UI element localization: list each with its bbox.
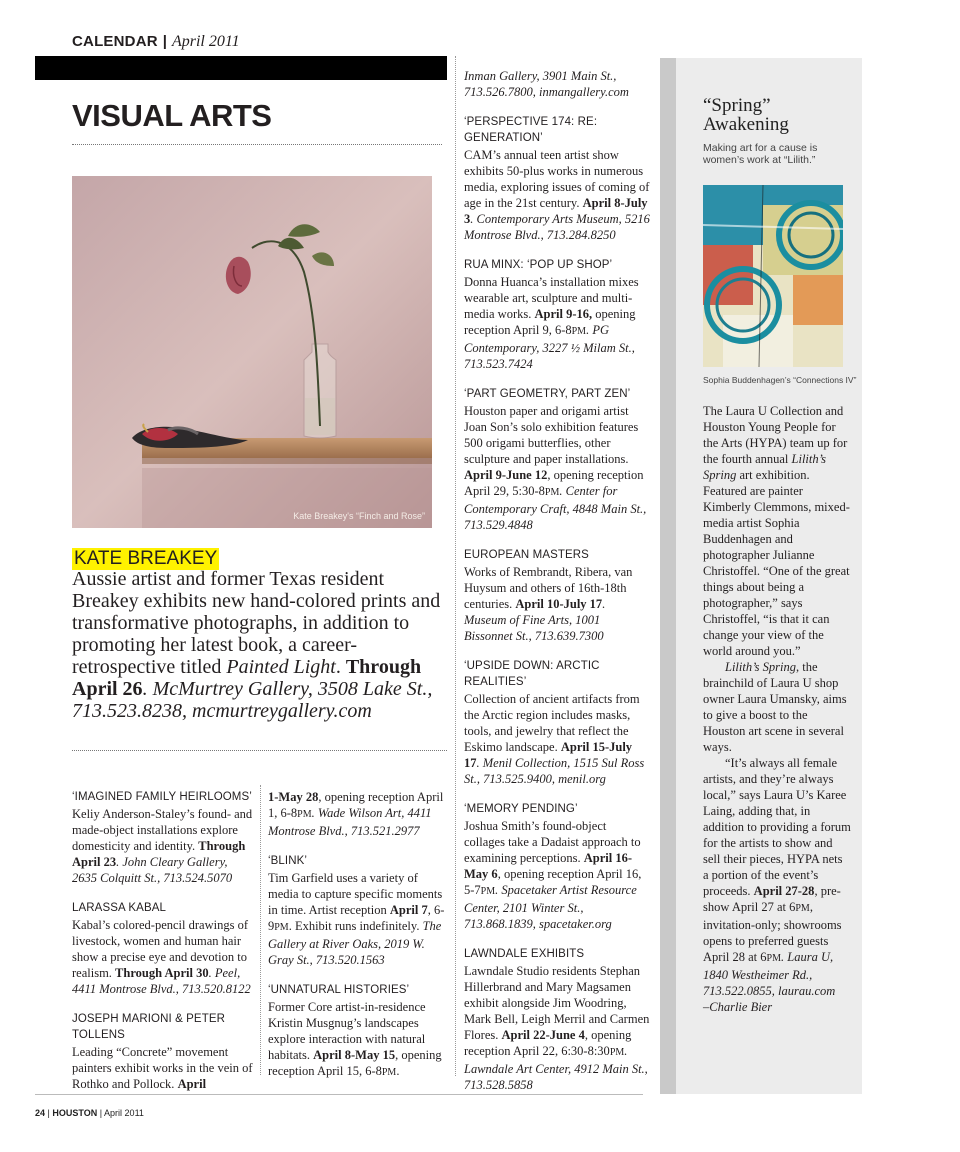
listing-pm: PM (381, 1067, 397, 1078)
listing-text: Joshua Smith’s found-object collages take a Dadaist approach to examining perceptions. (464, 819, 641, 865)
event-name: Lilith’s Spring (725, 660, 796, 674)
page-number: 24 (35, 1108, 46, 1118)
feature-heading: KATE BREAKEY (74, 548, 218, 569)
sidebar-pm: PM (766, 953, 781, 964)
page-title: VISUAL ARTS (72, 98, 272, 133)
listing-text: Works of Rembrandt, Ribera, van Huysum and others of 16th-18th centuries. (464, 565, 633, 611)
listing-item (72, 900, 254, 997)
listing-pm: PM (571, 326, 587, 337)
sidebar-text: , the brainchild of Laura U shop owner Laura Umansky, aims to give a boost to the Houston art scene in several ways. (703, 660, 847, 754)
feature-dates: Through April 26 (72, 656, 422, 700)
feature-photo (72, 176, 432, 528)
header-bar (35, 56, 447, 80)
listings-col-2 (268, 789, 450, 1095)
listing-text: , opening reception April 1, 6-8 (268, 790, 444, 820)
listing-text: , opening reception April 16, 5-7 (464, 867, 642, 897)
listing-text: Kabal’s colored-pencil drawings of livestock, women and human hair show a precise eye and devotion to realism. (72, 918, 248, 980)
magazine-name: HOUSTON (52, 1108, 98, 1118)
feature-body (72, 568, 452, 722)
listing-dates: April 8-May 15 (313, 1048, 396, 1062)
sidebar-byline-p (703, 999, 851, 1015)
listing-dates: April 9-16, (534, 307, 593, 321)
listing-heading: ‘MEMORY PENDING’ (464, 803, 578, 815)
listing-dates: April 16-May 6 (464, 851, 633, 881)
sidebar-text: The Laura U Collection and Houston Young People for the Arts (HYPA) team up for the fourth annual (703, 404, 848, 466)
listing-pm: PM (544, 487, 560, 498)
sidebar-pm: PM (795, 903, 810, 914)
folio: 24 | HOUSTON | April 2011 (35, 1108, 144, 1118)
listings-col-3 (464, 68, 650, 1107)
listing-venue: . Wade Wilson Art, 4411 Montrose Blvd., 713.521.2977 (268, 806, 432, 838)
divider-mid (72, 750, 447, 751)
listing-text: Collection of ancient artifacts from the Arctic region includes masks, tools, and jewelry that reflect the Eskimo landscape. (464, 692, 640, 754)
listing-venue: The Gallery at River Oaks, 2019 W. Gray St., 713.520.1563 (268, 919, 442, 967)
issue-date: April 2011 (171, 33, 240, 50)
listing-text: Houston paper and origami artist Joan Son’s solo exhibition features 500 origami butterflies, other sculpture and paper installations. (464, 404, 639, 466)
sidebar-paragraph (703, 659, 851, 755)
listing-heading: ‘PERSPECTIVE 174: RE: GENERATION’ (464, 116, 598, 144)
listing-item (464, 801, 650, 932)
listing-item (268, 853, 450, 968)
listing-venue: . Lawndale Art Center, 4912 Main St., 713.528.5858 (464, 1044, 648, 1092)
listing-text: Lawndale Studio residents Stephan Hillerbrand and Mary Magsamen exhibit alongside Jim Woodring, Mark Bell, Leigh Merril and Carmen Flores. (464, 964, 650, 1042)
footer-rule (35, 1094, 643, 1095)
listing-pm: PM (297, 809, 312, 820)
listing-dates: April 10-July 17 (515, 597, 603, 611)
listing-venue: Inman Gallery, 3901 Main St., 713.526.7800, inmangallery.com (464, 69, 629, 99)
listing-item (72, 789, 254, 886)
listing-heading: ‘UPSIDE DOWN: ARCTIC REALITIES’ (464, 660, 600, 688)
listing-dates: Through April 23 (72, 839, 246, 869)
sidebar-art-caption: Sophia Buddenhagen’s “Connections IV” (703, 375, 857, 385)
listing-text: , opening reception April 15, 6-8 (268, 1048, 442, 1078)
listing-heading: JOSEPH MARIONI & PETER TOLLENS (72, 1013, 226, 1041)
listing-text: opening reception April 9, 6-8 (464, 307, 636, 337)
sidebar-title-line: “Spring” (703, 95, 771, 116)
sidebar-dek: Making art for a cause is women’s work at “Lilith.” (703, 142, 818, 166)
listing-item (464, 114, 650, 243)
listing-venue: . Spacetaker Artist Resource Center, 2101 Winter St., 713.868.1839, spacetaker.org (464, 883, 637, 931)
listing-pm: PM (274, 922, 289, 933)
sidebar-venue: . Laura U, 1840 Westheimer Rd., 713.522.0855, laurau.com (703, 950, 836, 998)
listing-item (464, 68, 650, 100)
listing-text: Tim Garfield uses a variety of media to capture specific moments in time. Artist reception (268, 871, 443, 917)
listing-heading: ‘UNNATURAL HISTORIES’ (268, 984, 410, 996)
listing-text: , 6-9 (268, 903, 445, 933)
listing-item (72, 1011, 254, 1092)
photo-caption: Kate Breakey's “Finch and Rose” (293, 511, 425, 521)
listings-col-1 (72, 789, 254, 1106)
folio-date: April 2011 (104, 1108, 144, 1118)
divider-top (72, 144, 442, 145)
listing-venue: . PG Contemporary, 3227 ½ Milam St., 713.523.7424 (464, 323, 635, 371)
listing-item (464, 547, 650, 644)
listing-heading: ‘IMAGINED FAMILY HEIRLOOMS’ (72, 791, 252, 803)
byline: –Charlie Bier (703, 1000, 773, 1014)
feature-text: Aussie artist and former Texas resident Breakey exhibits new hand-colored prints and transformative photographs, in addition to promoting her latest book, a career-retrospective titled (72, 568, 441, 678)
listing-item (268, 982, 450, 1081)
listing-venue: . John Cleary Gallery, 2635 Colquitt St., 713.524.5070 (72, 855, 233, 885)
listing-venue: . Center for Contemporary Craft, 4848 Main St., 713.529.4848 (464, 484, 647, 532)
listing-text: Leading “Concrete” movement painters exhibit works in the vein of Rothko and Pollock. (72, 1045, 253, 1091)
listing-dates: April 22-June 4 (501, 1028, 585, 1042)
listing-pm: PM (480, 886, 496, 897)
listing-heading: EUROPEAN MASTERS (464, 549, 589, 561)
listing-heading: LAWNDALE EXHIBITS (464, 948, 585, 960)
listing-dates: April 15-July 17 (464, 740, 633, 770)
listing-heading: ‘BLINK’ (268, 855, 308, 867)
sidebar-title-line: Awakening (703, 114, 789, 135)
sidebar-text: “It’s always all female artists, and they’re always local,” says Laura U’s Karee Laing, adding that, in addition to providing a forum for the artists to show and sell their pieces, HYPA nets a portion of the event’s proceeds. (703, 756, 851, 898)
sidebar-text: , invitation-only; showrooms opens to preferred guests April 28 at 6 (703, 900, 842, 964)
listing-venue: . Museum of Fine Arts, 1001 Bissonnet St., 713.639.7300 (464, 597, 606, 643)
feature-period: . (335, 656, 341, 678)
event-name: Lilith’s Spring (703, 452, 827, 482)
listing-item (464, 946, 650, 1093)
listing-dates: Through April 30 (115, 966, 209, 980)
sidebar-artwork (703, 185, 843, 367)
listing-dates: April 7 (389, 903, 428, 917)
column-divider (455, 56, 456, 1076)
listing-item (464, 658, 650, 787)
listing-heading: ‘PART GEOMETRY, PART ZEN’ (464, 388, 631, 400)
sidebar-body (703, 403, 851, 1015)
listing-text: . Exhibit runs indefinitely. (288, 919, 423, 933)
sidebar-paragraph (703, 755, 851, 999)
listing-item (464, 386, 650, 533)
sidebar-stripe (660, 58, 676, 1094)
listing-dates: 1-May 28 (268, 790, 319, 804)
listing-venue: . Peel, 4411 Montrose Blvd., 713.520.8122 (72, 966, 251, 996)
listing-dates: April (177, 1077, 207, 1091)
running-header (72, 33, 240, 51)
listing-dates: April 8-July 3 (464, 196, 648, 226)
listing-dates: April 9-June 12 (464, 468, 548, 482)
header-separator: | (162, 33, 167, 50)
sidebar-text: , pre-show April 27 at 6 (703, 884, 841, 914)
sidebar-title (703, 96, 789, 134)
listing-text: Former Core artist-in-residence Kristin Musgnug’s landscapes explore interaction with natural habitats. (268, 1000, 426, 1062)
sidebar-dates: April 27-28 (753, 884, 815, 898)
listing-heading: RUA MINX: ‘POP UP SHOP’ (464, 259, 613, 271)
listing-text: Donna Huanca’s installation mixes wearable art, sculpture and multi-media works. (464, 275, 639, 321)
listing-text: , opening reception April 29, 5:30-8 (464, 468, 644, 498)
listing-text: Keliy Anderson-Staley’s found- and made-object installations explore domesticity and identity. (72, 807, 253, 853)
feature-venue: . McMurtrey Gallery, 3508 Lake St., 713.523.8238, mcmurtreygallery.com (72, 678, 433, 722)
sidebar-paragraph (703, 403, 851, 659)
listing-item (268, 789, 450, 839)
column-divider-2 (260, 785, 261, 1075)
listing-venue: . Menil Collection, 1515 Sul Ross St., 713.525.9400, menil.org (464, 756, 645, 786)
section-label: CALENDAR (72, 33, 158, 50)
listing-pm: PM (609, 1047, 625, 1058)
listing-venue: . Contemporary Arts Museum, 5216 Montrose Blvd., 713.284.8250 (464, 212, 650, 242)
listing-item (464, 257, 650, 372)
listing-heading: LARASSA KABAL (72, 902, 166, 914)
listing-end: . (396, 1064, 400, 1078)
sidebar-text: art exhibition. Featured are painter Kimberly Clemmons, mixed-media artist Sophia Buddenhagen and photographer Julianne Christoffel. “One of the great things about being a photographer,” says Christoffel, “is that it can change your view of the world around you.” (703, 468, 850, 658)
listing-text: , opening reception April 22, 6:30-8:30 (464, 1028, 632, 1058)
listing-text: CAM’s annual teen artist show exhibits 50-plus works in numerous media, exploring issues of coming of age in the 21st century. (464, 148, 650, 210)
book-title: Painted Light (226, 656, 336, 678)
